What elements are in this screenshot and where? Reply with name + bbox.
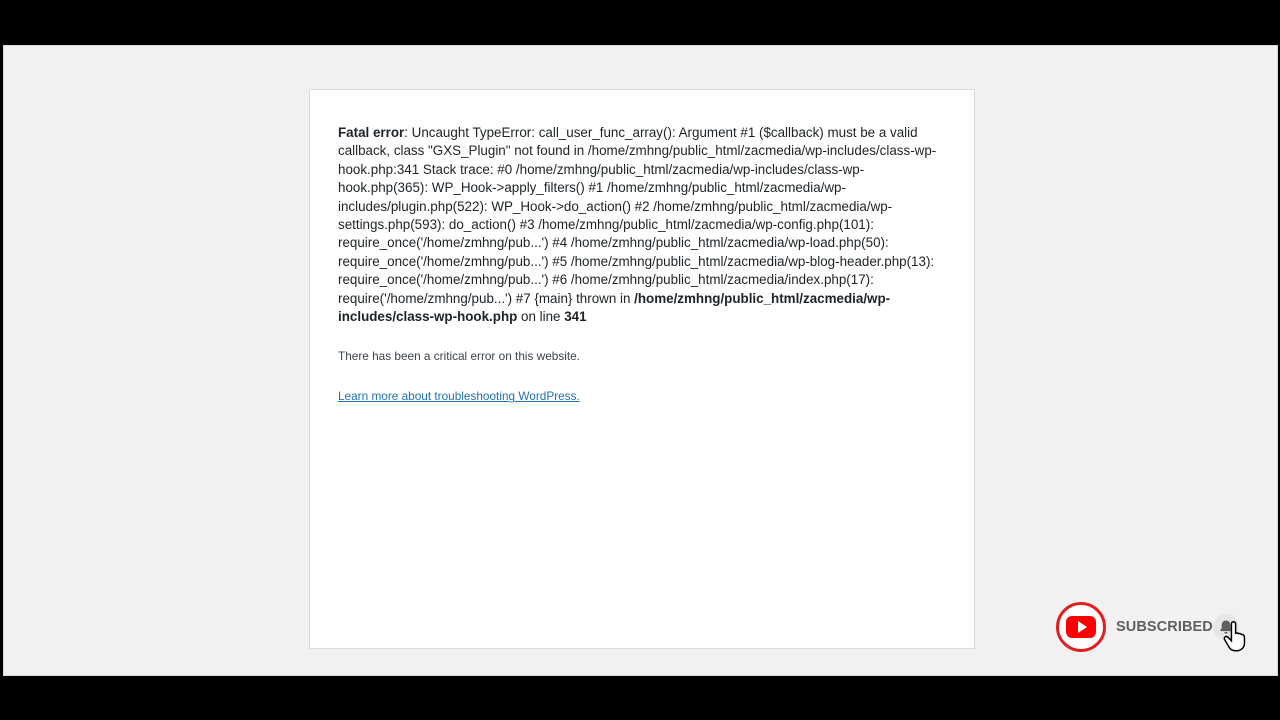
browser-viewport — [3, 45, 1278, 676]
wp-error-box — [309, 89, 975, 649]
fatal-error-file: /home/zmhng/public_html/zacmedia/wp-includes/class-wp-hook.php — [338, 290, 891, 325]
fatal-error-text — [338, 124, 946, 326]
subscribe-overlay — [1056, 602, 1256, 652]
critical-error-message: There has been a critical error on this website. — [338, 349, 580, 364]
on-line-text: on line — [517, 309, 565, 325]
subscribed-button[interactable]: SUBSCRIBED — [1108, 612, 1221, 642]
troubleshooting-link[interactable]: Learn more about troubleshooting WordPress. — [338, 389, 580, 404]
hand-pointer-icon — [1220, 618, 1256, 654]
fatal-error-label: Fatal error — [338, 125, 405, 140]
youtube-logo-icon[interactable] — [1056, 602, 1106, 652]
play-icon — [1066, 616, 1096, 638]
fatal-error-message: : Uncaught TypeError: call_user_func_array(): Argument #1 ($callback) must be a valid callback, class "GXS_Plugin" not found in /home/zmhng/public_html/zacmedia/wp-includes/class-wp-hook.php:341 Stack trace: #0 /home/zmhng/public_html/zacmedia/wp-includes/class-wp-hook.php(365): WP_Hook->apply_filters() #1 /home/zmhng/public_html/zacmedia/wp-includes/plugin.php(522): WP_Hook->do_action() #2 /home/zmhng/public_html/zacmedia/wp-settings.php(593): do_action() #3 /home/zmhng/public_html/zacmedia/wp-config.php(101): require_once('/home/zmhng/pub...') #4 /home/zmhng/public_html/zacmedia/wp-load.php(50): require_once('/home/zmhng/pub...') #5 /home/zmhng/public_html/zacmedia/wp-blog-header.php(13): require_once('/home/zmhng/pub...') #6 /home/zmhng/public_html/zacmedia/index.php(17): require('/home/zmhng/pub...') #7 {main} thrown in — [338, 125, 937, 306]
fatal-error-line: 341 — [564, 309, 587, 325]
